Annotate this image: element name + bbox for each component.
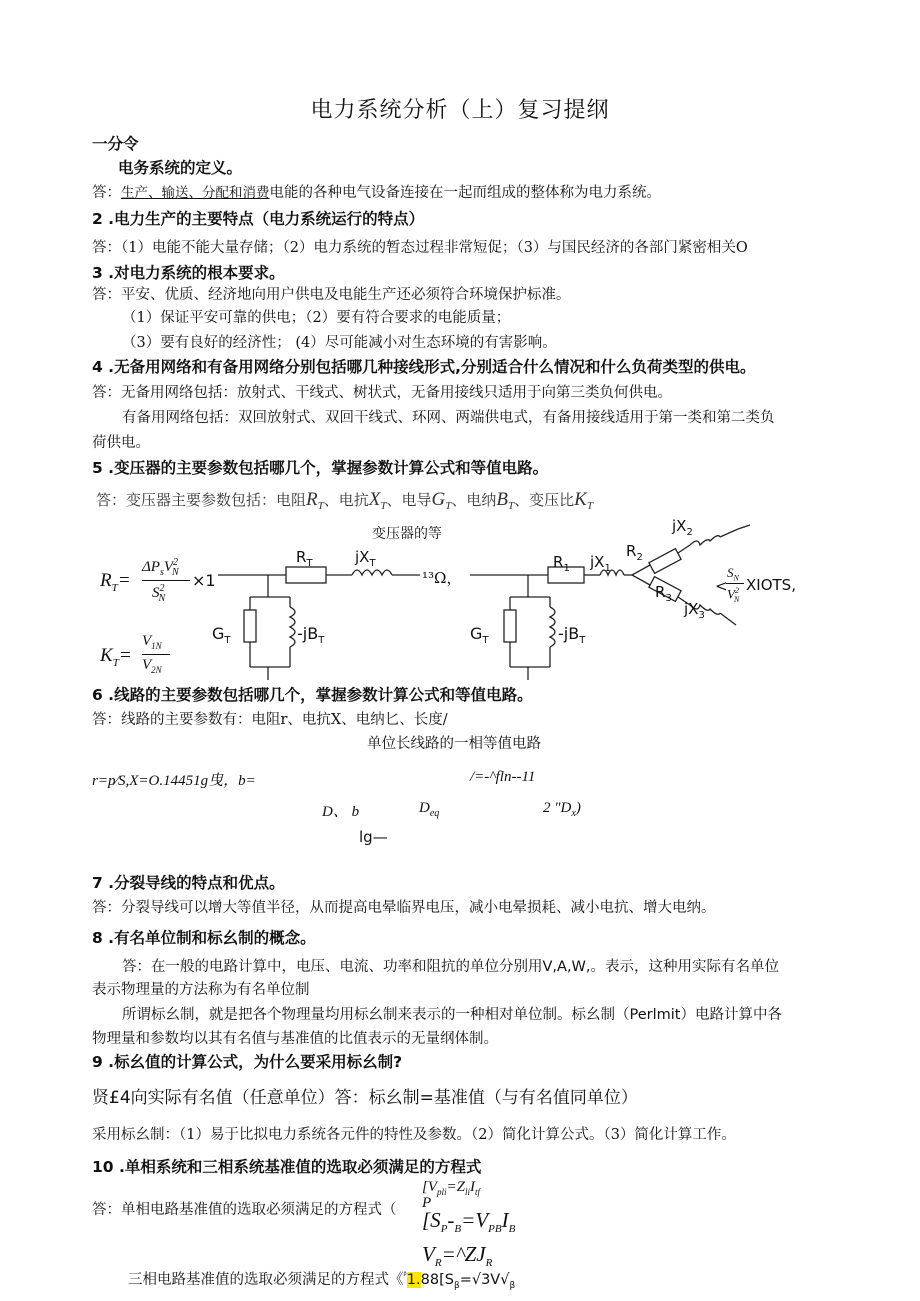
q7-answer: 答：分裂导线可以增大等值半径，从而提高电晕临界电压，减小电晕损耗、减小电抗、增大电纳。 [92, 900, 716, 916]
rt-denominator: $S^2_N$ [152, 583, 166, 604]
q2-answer: 答：（1）电能不能大量存储；（2）电力系统的暂态过程非常短促；（3）与国民经济的各部门紧密相关O [92, 240, 748, 256]
q8-heading: 8 .有名单位制和标幺制的概念。 [92, 929, 316, 947]
q3-item1: （1）保证平安可靠的供电；（2）要有符合要求的电能质量； [122, 310, 511, 326]
kt-numerator: $V_{1N}$ [142, 633, 162, 651]
q3-item2: （3）要有良好的经济性； (4）尽可能减小对生态环境的有害影响。 [122, 335, 557, 351]
q4-answer: 答：无备用网络包括：放射式、干线式、树状式，无备用接线只适用于向第三类负何供电。 [92, 385, 672, 401]
diagram-title: 变压器的等 [372, 526, 442, 542]
q10-answer: 答：单相电路基准值的选取必须满足的方程式（ [92, 1202, 397, 1218]
label-bt2: $-jB_T$ [558, 624, 586, 647]
q6-formula-4: lg— [359, 828, 388, 846]
q4-line3: 荷供电。 [92, 435, 150, 451]
label-bt: $-jB_T$ [297, 624, 325, 647]
label-rt: $R_T$ [296, 548, 313, 569]
rt-lhs: $R_T=$ [100, 570, 131, 594]
q7-heading: 7 .分裂导线的特点和优点。 [92, 874, 285, 892]
q5-heading: 5 .变压器的主要参数包括哪几个，掌握参数计算公式和等值电路。 [92, 459, 549, 477]
q10-eq2: [$S_P-_B=V_{PB}I_B$ [422, 1208, 516, 1236]
label-gt: $G_T$ [212, 624, 231, 647]
q6-formula-3b: $D_{eq}$ [419, 800, 440, 819]
rt-numerator: $\Delta P_sV^2_N$ [142, 557, 179, 578]
kt-denominator: $V_{2N}$ [142, 657, 162, 675]
q6-center-caption: 单位长线路的一相等值电路 [367, 736, 541, 752]
kt-lhs: $K_T=$ [100, 645, 132, 669]
page-title: 电力系统分析（上）复习提纲 [310, 98, 610, 123]
label-r2: $R_2$ [626, 542, 643, 563]
q1-answer: 答：生产、输送、分配和消费电能的各种电气设备连接在一起而组成的整体称为电力系统。 [92, 185, 661, 201]
q6-formula-3c: 2 "$D_x$) [543, 800, 581, 819]
label-jx2: $jX_2$ [672, 517, 693, 538]
q10-heading: 10 .单相系统和三相系统基准值的选取必须满足的方程式 [92, 1158, 482, 1176]
q8-line4: 物理量和参数均以其有名值与基准值的比值表示的无量纲体制。 [92, 1031, 498, 1047]
section-header: 一分令 [92, 135, 139, 153]
q10-eq-p: P [422, 1195, 432, 1211]
q3-heading: 3 .对电力系统的根本要求。 [92, 264, 285, 282]
label-r3: $R_3$ [655, 583, 672, 604]
right-formula-bar [726, 583, 744, 584]
label-r1: $R_1$ [553, 553, 570, 574]
q9-formula-line: 贤£4向实际有名值（任意单位）答：标幺制=基准值（与有名值同单位） [92, 1088, 638, 1108]
right-formula-num: $S_N$ [727, 565, 739, 583]
right-formula-den: $V^2_N$ [727, 586, 740, 604]
q1-heading: 电务系统的定义。 [118, 159, 243, 177]
q4-line2: 有备用网络包括：双回放射式、双回干线式、环网、两端供电式，有备用接线适用于第一类和第二类负 [122, 410, 775, 426]
label-jx1: $jX_1$ [590, 553, 611, 574]
q3-answer: 答：平安、优质、经济地向用户供电及电能生产还必须符合环境保护标准。 [92, 287, 571, 303]
q6-heading: 6 .线路的主要参数包括哪几个，掌握参数计算公式和等值电路。 [92, 686, 533, 704]
q10-eq3: $V_R=\^{}ZJ_R$ [422, 1242, 493, 1270]
q8-line3: 所谓标幺制，就是把各个物理量均用标幺制来表示的一种相对单位制。标幺制（Perlmit）电路计算中各 [122, 1007, 782, 1023]
omega-unit: ¹³Ω， [422, 569, 462, 587]
q2-heading: 2 .电力生产的主要特点（电力系统运行的特点） [92, 210, 425, 228]
q6-formula-3a: D、 b [322, 804, 360, 820]
q9-reasons: 采用标幺制：（1）易于比拟电力系统各元件的特性及参数。（2）简化计算公式。（3）简化计算工作。 [92, 1127, 736, 1143]
q9-heading: 9 .标幺值的计算公式，为什么要采用标幺制? [92, 1053, 403, 1071]
right-formula-text: XIOTS, [746, 576, 796, 594]
q6-formula-1: r=p⁄S,X=O.14451g曳，b= [92, 773, 256, 789]
label-jx3: $jX_3$ [684, 600, 705, 621]
q6-formula-2: /=-^fln--11 [470, 769, 536, 785]
label-gt2: $G_T$ [470, 624, 489, 647]
q8-line1: 答：在一般的电路计算中，电压、电流、功率和阻抗的单位分别用V,A,W,。表示，这种用实际有名单位 [122, 959, 780, 975]
right-formula-open: < [715, 577, 728, 595]
q5-answer: 答：变压器主要参数包括：电阻$R_T$、电抗$X_T$、电导$G_T$、电纳$B_T$、变压比$K_T$ [96, 489, 593, 512]
q8-line2: 表示物理量的方法称为有名单位制 [92, 982, 310, 998]
q10-three-phase: 三相电路基准值的选取必须满足的方程式《$^ᵝ1.88[S_\beta=√3V√_\beta$ [128, 1271, 516, 1291]
label-jxt: $jX_T$ [355, 548, 376, 569]
rt-times: ×1 [192, 571, 216, 590]
q6-answer: 答：线路的主要参数有：电阻r、电抗X、电纳匕、长度/ [92, 712, 448, 728]
q10-eq1: [$V_{pli}=Z_{li}I_{tf}$ [422, 1179, 481, 1197]
q4-heading: 4 .无备用网络和有备用网络分别包括哪几种接线形式,分别适合什么情况和什么负荷类型的供电。 [92, 358, 756, 376]
